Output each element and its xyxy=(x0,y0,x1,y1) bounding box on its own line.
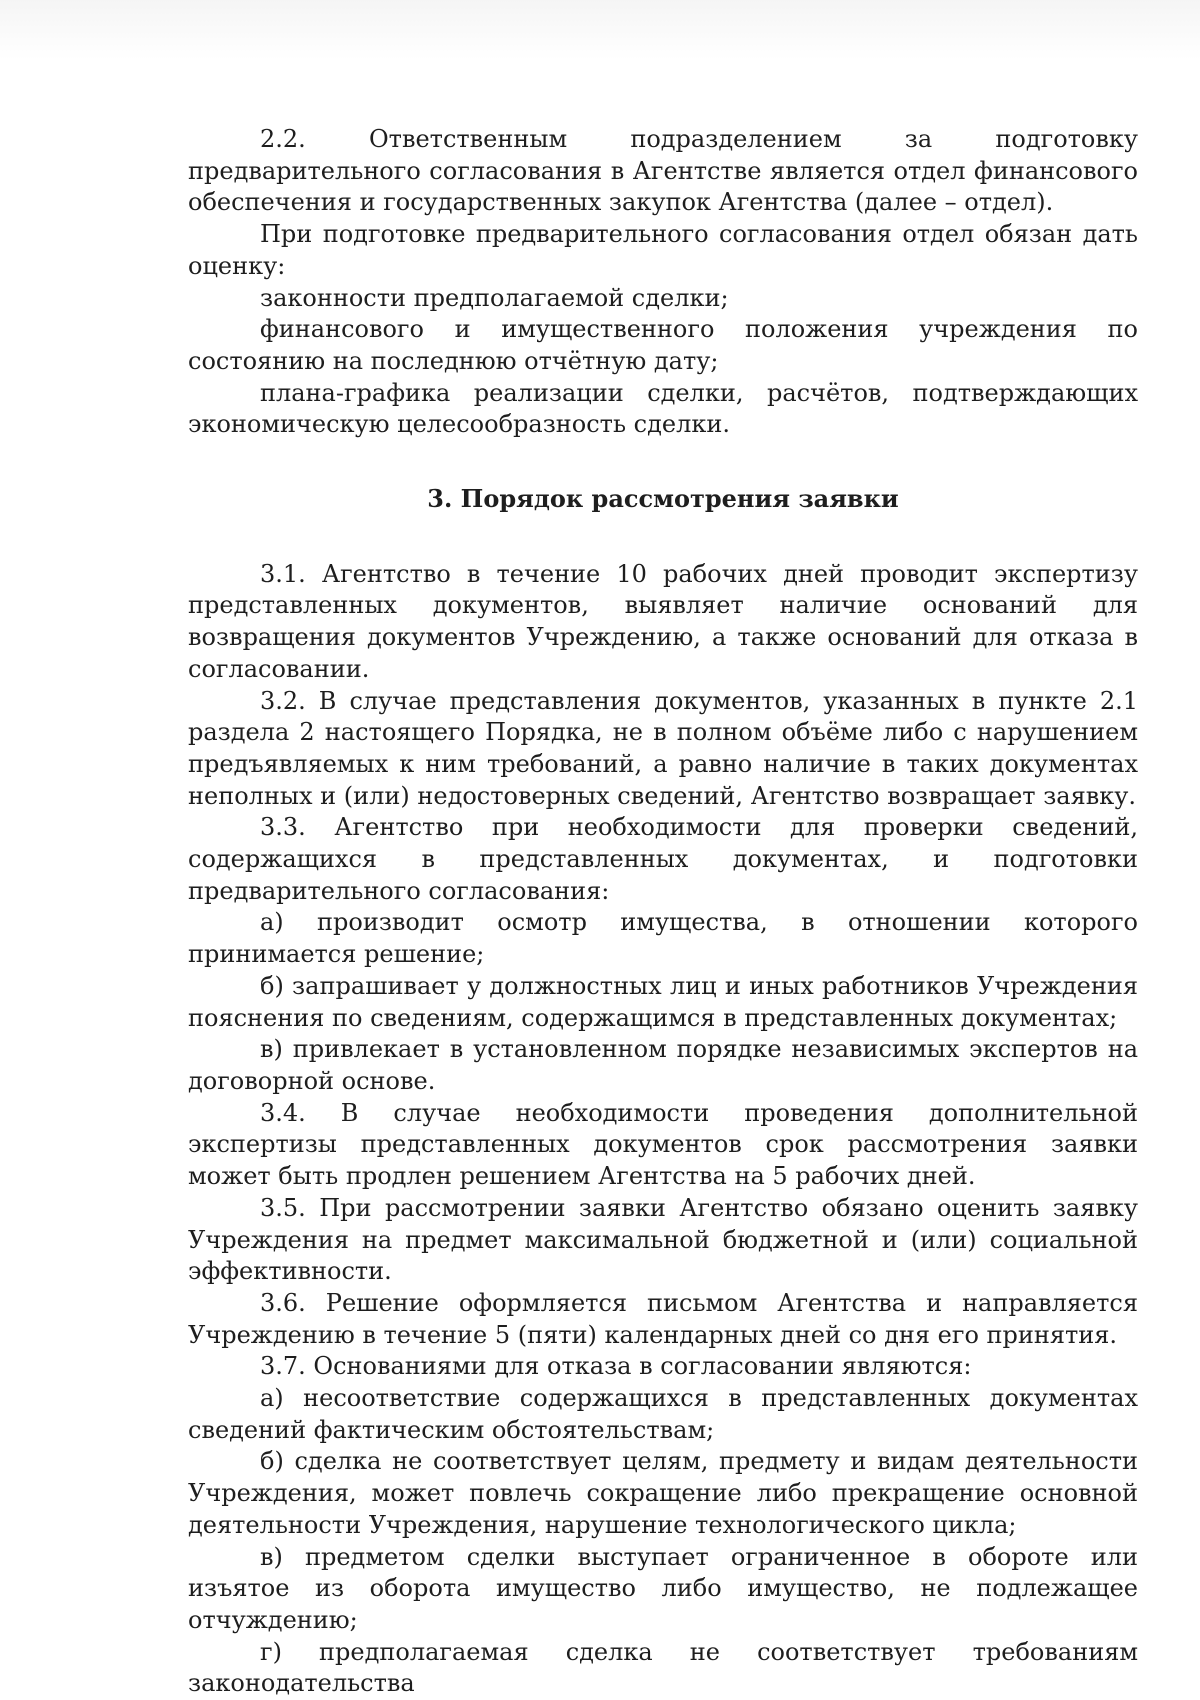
paragraph-3-4: 3.4. В случае необходимости проведения дополнительной экспертизы представленных документов срок рассмотрения заявки может быть продлен решением Агентства на 5 рабочих дней. xyxy=(188,1098,1138,1191)
paragraph-3-2: 3.2. В случае представления документов, указанных в пункте 2.1 раздела 2 настоящего Порядка, не в полном объёме либо с нарушением предъявляемых к ним требований, а равно наличие в таких документах неполных и (или) недостоверных сведений, Агентство возвращает заявку. xyxy=(188,686,1138,810)
paragraph-3-5: 3.5. При рассмотрении заявки Агентство обязано оценить заявку Учреждения на предмет максимальной бюджетной и (или) социальной эффективности. xyxy=(188,1193,1138,1286)
paragraph-3-3-v: в) привлекает в установленном порядке независимых экспертов на договорной основе. xyxy=(188,1035,1138,1095)
paragraph-assessment-intro: При подготовке предварительного согласования отдел обязан дать оценку: xyxy=(188,220,1138,280)
section-3-heading: 3. Порядок рассмотрения заявки xyxy=(427,484,899,514)
paragraph-3-7-v: в) предметом сделки выступает ограниченное в обороте или изъятое из оборота имущество либо имущество, не подлежащее отчуждению; xyxy=(188,1542,1138,1634)
paragraph-3-6: 3.6. Решение оформляется письмом Агентства и направляется Учреждению в течение 5 (пяти) календарных дней со дня его принятия. xyxy=(188,1288,1138,1349)
paragraph-3-7-b: б) сделка не соответствует целям, предмету и видам деятельности Учреждения, может повлечь сокращение либо прекращение основной деятельности Учреждения, нарушение технологического цикла; xyxy=(188,1447,1138,1539)
paragraph-2-2: 2.2. Ответственным подразделением за подготовку предварительного согласования в Агентстве является отдел финансового обеспечения и государственных закупок Агентства (далее – отдел). xyxy=(188,125,1138,217)
document-body xyxy=(188,124,1138,1700)
paragraph-financial-position: финансового и имущественного положения учреждения по состоянию на последнюю отчётную дату; xyxy=(188,315,1138,375)
paragraph-legality: законности предполагаемой сделки; xyxy=(260,283,729,312)
paragraph-3-3-b: б) запрашивает у должностных лиц и иных работников Учреждения пояснения по сведениям, содержащимся в представленных документах; xyxy=(188,971,1138,1032)
scan-shadow xyxy=(0,0,1200,60)
paragraph-3-3-a: а) производит осмотр имущества, в отношении которого принимается решение; xyxy=(188,908,1138,969)
paragraph-schedule: плана-графика реализации сделки, расчётов, подтверждающих экономическую целесообразность сделки. xyxy=(188,378,1138,439)
paragraph-3-7-g: г) предполагаемая сделка не соответствует требованиям законодательства xyxy=(188,1637,1138,1698)
paragraph-3-3: 3.3. Агентство при необходимости для проверки сведений, содержащихся в представленных документах, и подготовки предварительного согласования: xyxy=(188,813,1138,905)
paragraph-3-7: 3.7. Основаниями для отказа в согласовании являются: xyxy=(260,1352,972,1381)
paragraph-3-1: 3.1. Агентство в течение 10 рабочих дней проводит экспертизу представленных документов, выявляет наличие оснований для возвращения документов Учреждению, а также оснований для отказа в согласовании. xyxy=(188,559,1138,683)
paragraph-3-7-a: а) несоответствие содержащихся в представленных документах сведений фактическим обстоятельствам; xyxy=(188,1384,1138,1444)
